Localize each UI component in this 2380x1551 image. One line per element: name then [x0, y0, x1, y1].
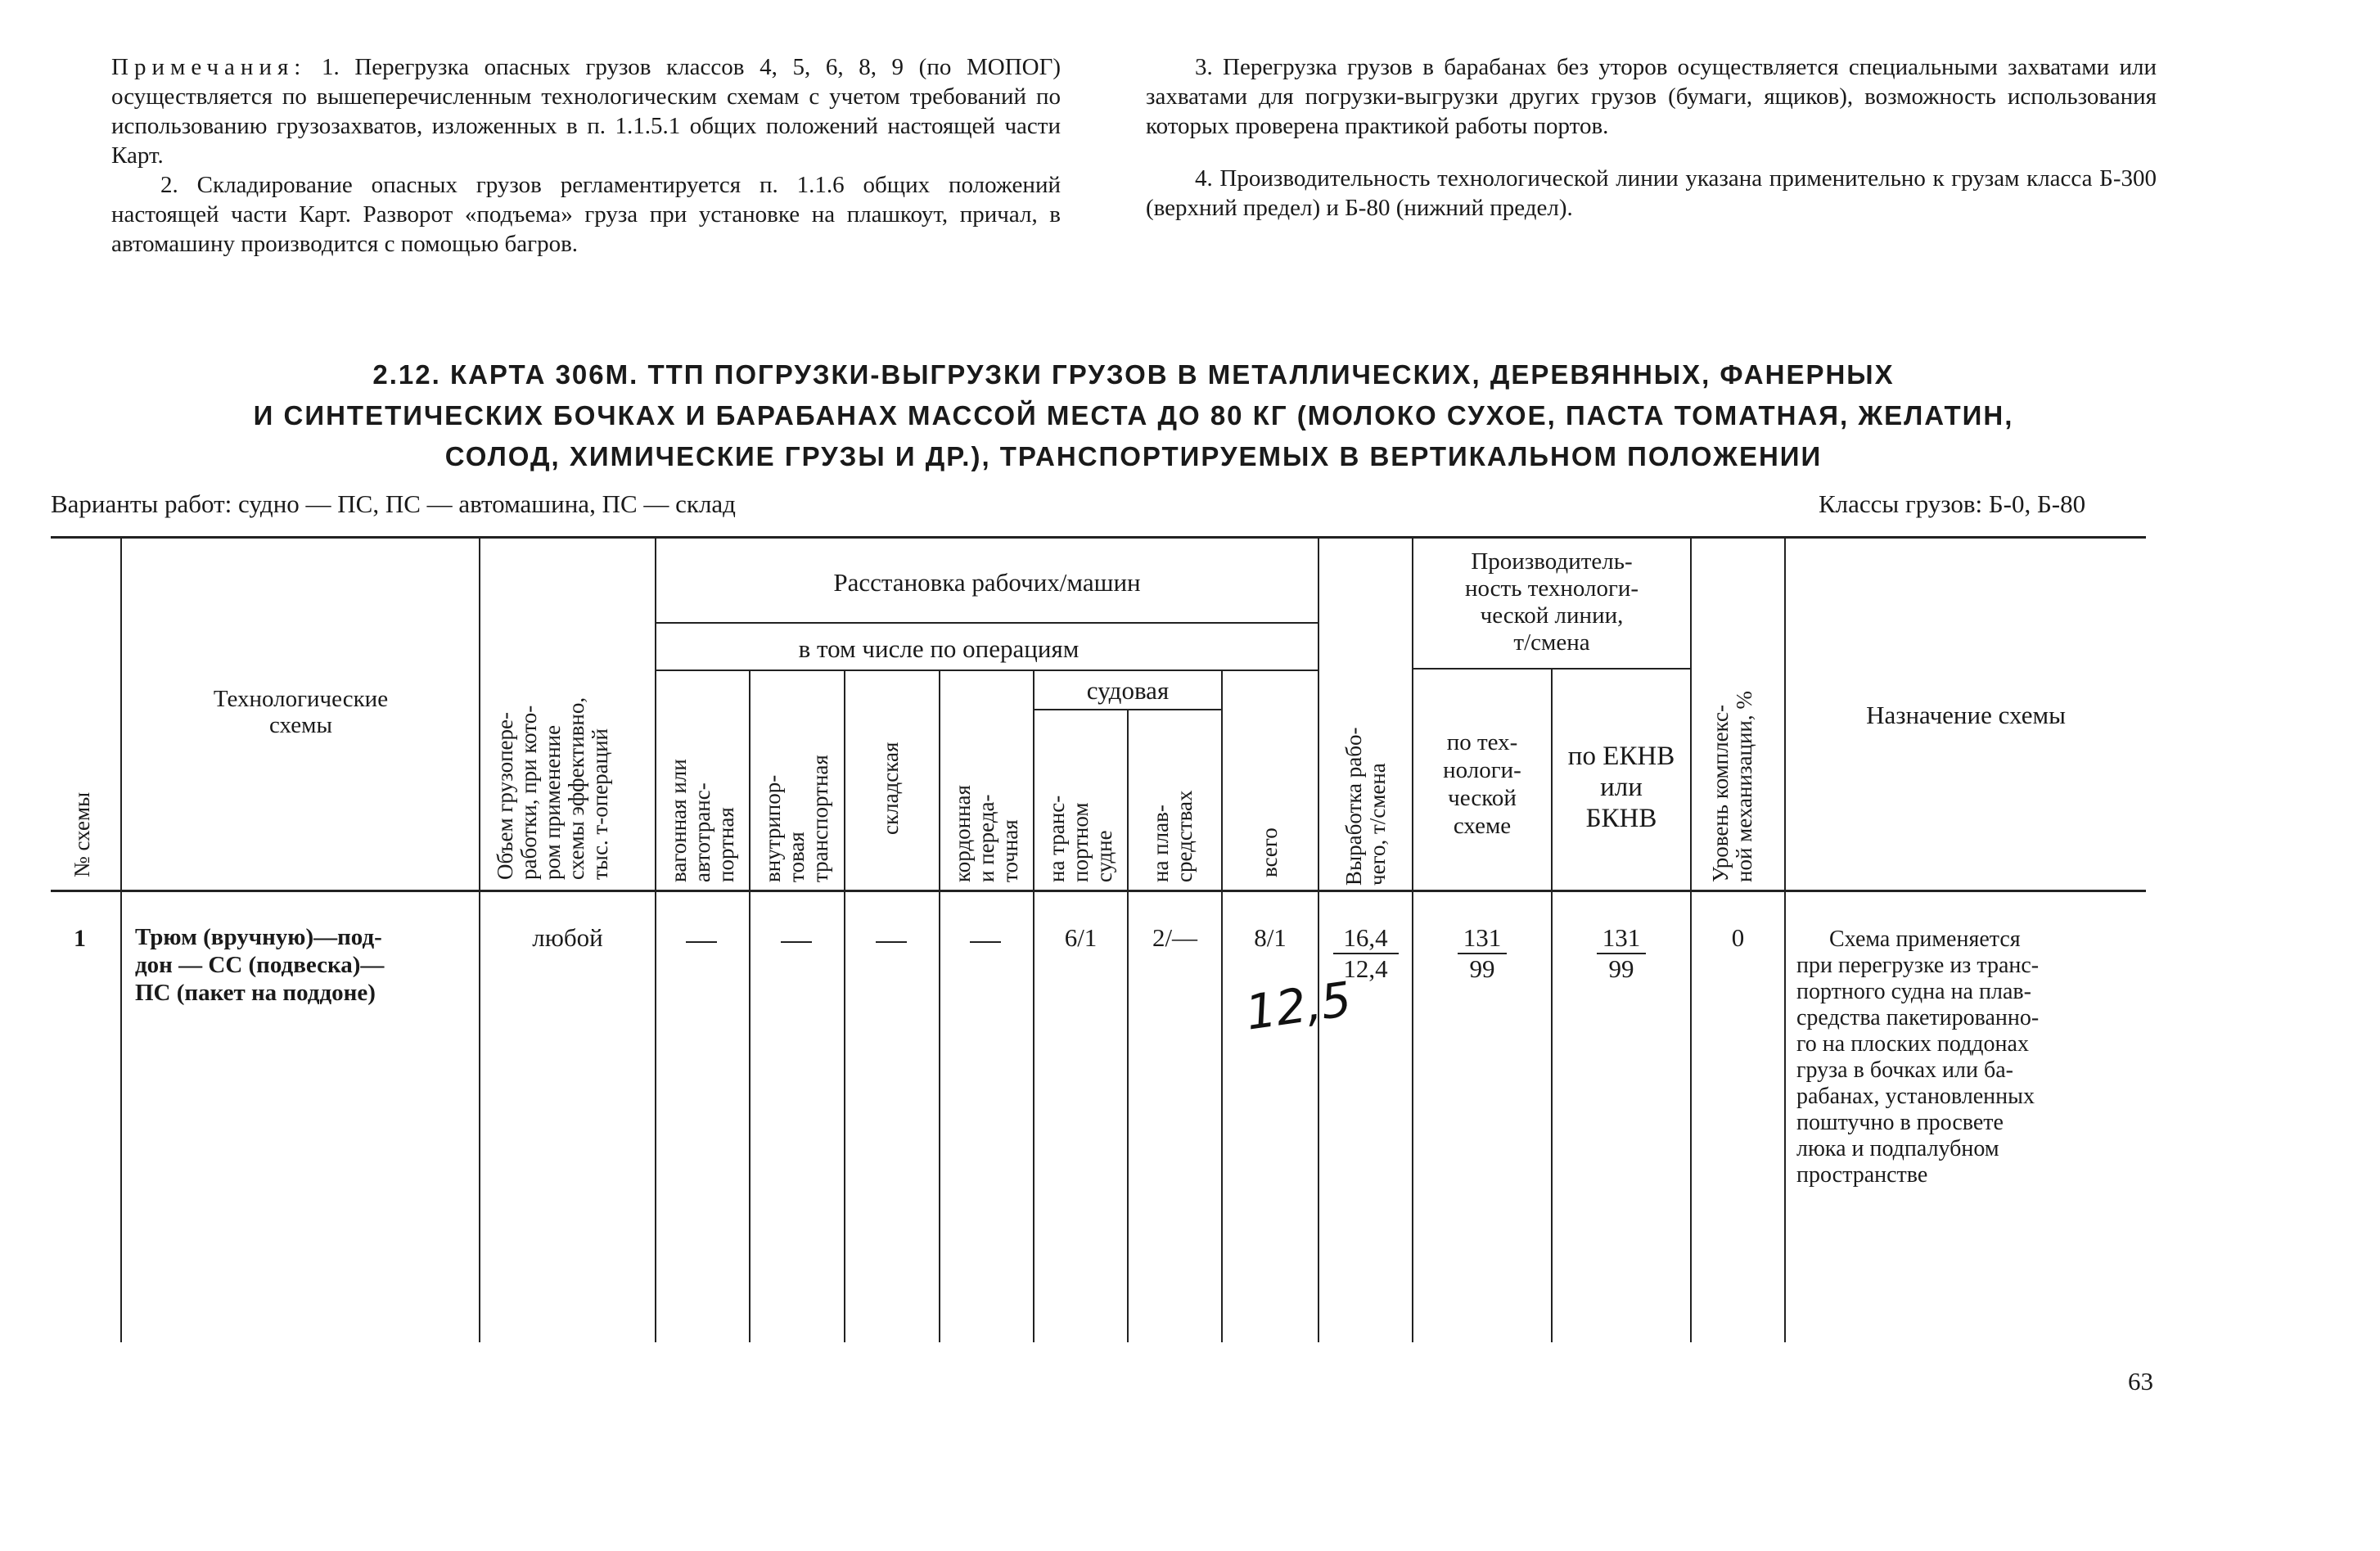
header-mechanization [1709, 691, 1756, 882]
row-purpose-l2: при перегрузке из транс- [1796, 953, 2040, 978]
header-productivity-l3: ческой линии, [1480, 602, 1624, 629]
row-volume: любой [532, 923, 603, 952]
row-scheme-no: 1 [74, 925, 86, 952]
header-on-transport-l3: судне [1092, 830, 1116, 882]
header-scheme-no: № схемы [70, 791, 94, 877]
row-by-tech [1413, 925, 1551, 982]
col-line-1 [120, 536, 122, 1342]
row-on-floating: 2/— [1152, 923, 1198, 952]
header-productivity-l2: ность технологи- [1464, 575, 1639, 602]
row-total: 8/1 [1254, 923, 1287, 952]
header-intraport-l1: внутрипор- [760, 774, 785, 882]
note-1: 1. Перегрузка опасных грузов классов 4, 5, 6, 8, 9 (по МОПОГ) осуществляется по вышеперечисленным технологическим схемам с учетом требований по использованию грузозахватов, изложенных в п. 1.1.5.1 общих положений настоящей части Карт. [111, 54, 1061, 169]
header-wagon-l1: вагонная или [666, 759, 691, 882]
header-on-transport [1045, 796, 1116, 882]
header-by-operations: в том числе по операциям [798, 634, 1080, 663]
placement-rule [655, 622, 1318, 624]
col-line-4 [749, 670, 751, 1342]
header-ship: судовая [1086, 676, 1170, 705]
row-wagon-dash [686, 941, 717, 943]
notes-right [1146, 52, 2157, 223]
row-output-bottom: 12,4 [1343, 954, 1388, 983]
header-volume-l3: ром применение [540, 724, 565, 880]
table-top-rule [51, 536, 2146, 539]
col-line-14 [1784, 536, 1786, 1342]
row-purpose-l10: пространстве [1796, 1162, 1928, 1188]
row-intraport-dash [781, 941, 812, 943]
page-number: 63 [2128, 1367, 2153, 1395]
row-warehouse-dash [876, 941, 907, 943]
header-intraport-l2: товая [784, 832, 809, 882]
header-tech-schemes-l2: схемы [269, 712, 332, 738]
header-bottom-rule [51, 890, 2146, 892]
col-line-9 [1221, 670, 1223, 1342]
header-productivity [1413, 548, 1690, 656]
header-mechanization-l2: ной механизации, % [1732, 691, 1756, 882]
header-volume-l2: работки, при кото- [516, 705, 541, 880]
header-kordon-l1: кордонная [950, 785, 975, 882]
work-variants: Варианты работ: судно — ПС, ПС — автомашина, ПС — склад [51, 489, 736, 518]
header-wagon-l2: автотранс- [690, 782, 714, 882]
header-volume-l1: Объем грузопере- [493, 712, 517, 880]
header-kordon-l3: точная [998, 819, 1022, 882]
col-line-7 [1033, 670, 1034, 1342]
note-4: 4. Производительность технологической линии указана применительно к грузам класса Б-300 (верхний предел) и Б-80 (нижний предел). [1146, 165, 2157, 221]
header-tech-schemes-l1: Технологические [213, 686, 389, 712]
header-by-tech-l4: схеме [1453, 813, 1512, 839]
row-purpose-l3: портного судна на плав- [1796, 979, 2031, 1004]
header-on-transport-l2: портном [1068, 802, 1093, 882]
row-by-eknv [1553, 925, 1690, 982]
header-on-floating-l1: на плав- [1148, 805, 1173, 882]
row-kordon-dash [970, 941, 1001, 943]
header-by-eknv-l1: по ЕКНВ [1567, 742, 1675, 771]
header-wagon-l3: портная [714, 807, 738, 882]
row-by-tech-top: 131 [1463, 923, 1502, 952]
header-on-transport-l1: на транс- [1044, 795, 1069, 882]
row-purpose-l4: средства пакетированно- [1796, 1005, 2040, 1030]
row-by-eknv-bottom: 99 [1608, 954, 1634, 983]
row-purpose-l1: Схема применяется [1829, 927, 2021, 952]
map-title [98, 354, 2169, 477]
row-scheme-l1: Трюм (вручную)—под- [135, 924, 382, 950]
row-scheme-l3: ПС (пакет на поддоне) [135, 980, 376, 1006]
header-mechanization-l1: Уровень комплекс- [1708, 705, 1733, 882]
row-mechanization: 0 [1731, 923, 1745, 952]
row-scheme [135, 923, 471, 1007]
row-purpose-l9: люка и подпалубном [1796, 1136, 1999, 1161]
cargo-classes: Классы грузов: Б-0, Б-80 [1819, 489, 2086, 518]
row-purpose-l5: го на плоских поддонах [1796, 1031, 2029, 1057]
row-purpose-l8: поштучно в просвете [1796, 1110, 2004, 1135]
notes-left [111, 52, 1061, 259]
header-productivity-l4: т/смена [1513, 629, 1590, 656]
header-on-floating-l2: средствах [1172, 790, 1197, 882]
header-purpose: Назначение схемы [1866, 701, 2066, 729]
header-on-floating [1149, 790, 1197, 882]
header-productivity-l1: Производитель- [1471, 548, 1633, 575]
header-volume-l4: схемы эффективно, [564, 697, 588, 880]
header-by-tech-l2: нологи- [1443, 757, 1521, 783]
header-volume-l5: тыс. т-операций [588, 728, 612, 880]
header-intraport [761, 755, 832, 882]
notes-label: Примечания: [111, 54, 307, 80]
header-output-l1: Выработка рабо- [1341, 727, 1366, 886]
header-volume [494, 697, 612, 880]
title-line-3: СОЛОД, ХИМИЧЕСКИЕ ГРУЗЫ И ДР.), ТРАНСПОРТИРУЕМЫХ В ВЕРТИКАЛЬНОМ ПОЛОЖЕНИИ [444, 441, 1823, 471]
header-by-eknv-l3: БКНВ [1585, 804, 1657, 833]
col-line-8 [1127, 709, 1129, 1342]
row-purpose-l7: рабанах, установленных [1796, 1084, 2035, 1109]
title-line-1: 2.12. КАРТА 306М. ТТП ПОГРУЗКИ-ВЫГРУЗКИ ГРУЗОВ В МЕТАЛЛИЧЕСКИХ, ДЕРЕВЯННЫХ, ФАНЕРНЫХ [372, 359, 1895, 390]
header-placement: Расстановка рабочих/машин [833, 568, 1141, 597]
title-line-2: И СИНТЕТИЧЕСКИХ БОЧКАХ И БАРАБАНАХ МАССОЙ МЕСТА ДО 80 КГ (МОЛОКО СУХОЕ, ПАСТА ТОМАТНАЯ, ЖЕЛАТИН, [253, 400, 2014, 431]
note-3: 3. Перегрузка грузов в барабанах без уторов осуществляется специальными захватами или захватами для погрузки-выгрузки других грузов (бумаги, ящиков), возможность использования которых проверена практикой работы портов. [1146, 54, 2157, 139]
handwritten-note: 12,5 [1242, 971, 1355, 1041]
row-purpose-l6: груза в бочках или ба- [1796, 1057, 2013, 1083]
header-by-eknv-l2: или [1600, 773, 1643, 802]
header-warehouse: складская [878, 742, 903, 835]
col-line-5 [844, 670, 845, 1342]
header-intraport-l3: транспортная [808, 755, 832, 882]
header-by-tech-l3: ческой [1448, 785, 1517, 811]
row-on-transport: 6/1 [1064, 923, 1098, 952]
header-tech-schemes [123, 686, 479, 738]
row-output-top: 16,4 [1343, 923, 1388, 952]
col-line-6 [939, 670, 940, 1342]
header-wagon [667, 759, 738, 882]
row-purpose [1796, 927, 2136, 1188]
header-total: всего [1257, 827, 1282, 877]
header-output-l2: чего, т/смена [1365, 763, 1390, 886]
header-by-eknv [1553, 741, 1690, 834]
note-2: 2. Складирование опасных грузов регламентируется п. 1.1.6 общих положений настоящей части Карт. Разворот «подъема» груза при установке на плашкоут, причал, в автомашину производится с помощью багров. [111, 172, 1061, 257]
header-kordon [951, 785, 1022, 882]
row-by-eknv-top: 131 [1602, 923, 1641, 952]
row-scheme-l2: дон — СС (подвеска)— [135, 952, 385, 978]
operations-rule [655, 670, 1318, 671]
header-output [1342, 728, 1390, 886]
header-by-tech [1413, 728, 1551, 840]
row-by-tech-bottom: 99 [1469, 954, 1495, 983]
header-by-tech-l1: по тех- [1446, 729, 1518, 755]
header-kordon-l2: и переда- [974, 794, 998, 882]
